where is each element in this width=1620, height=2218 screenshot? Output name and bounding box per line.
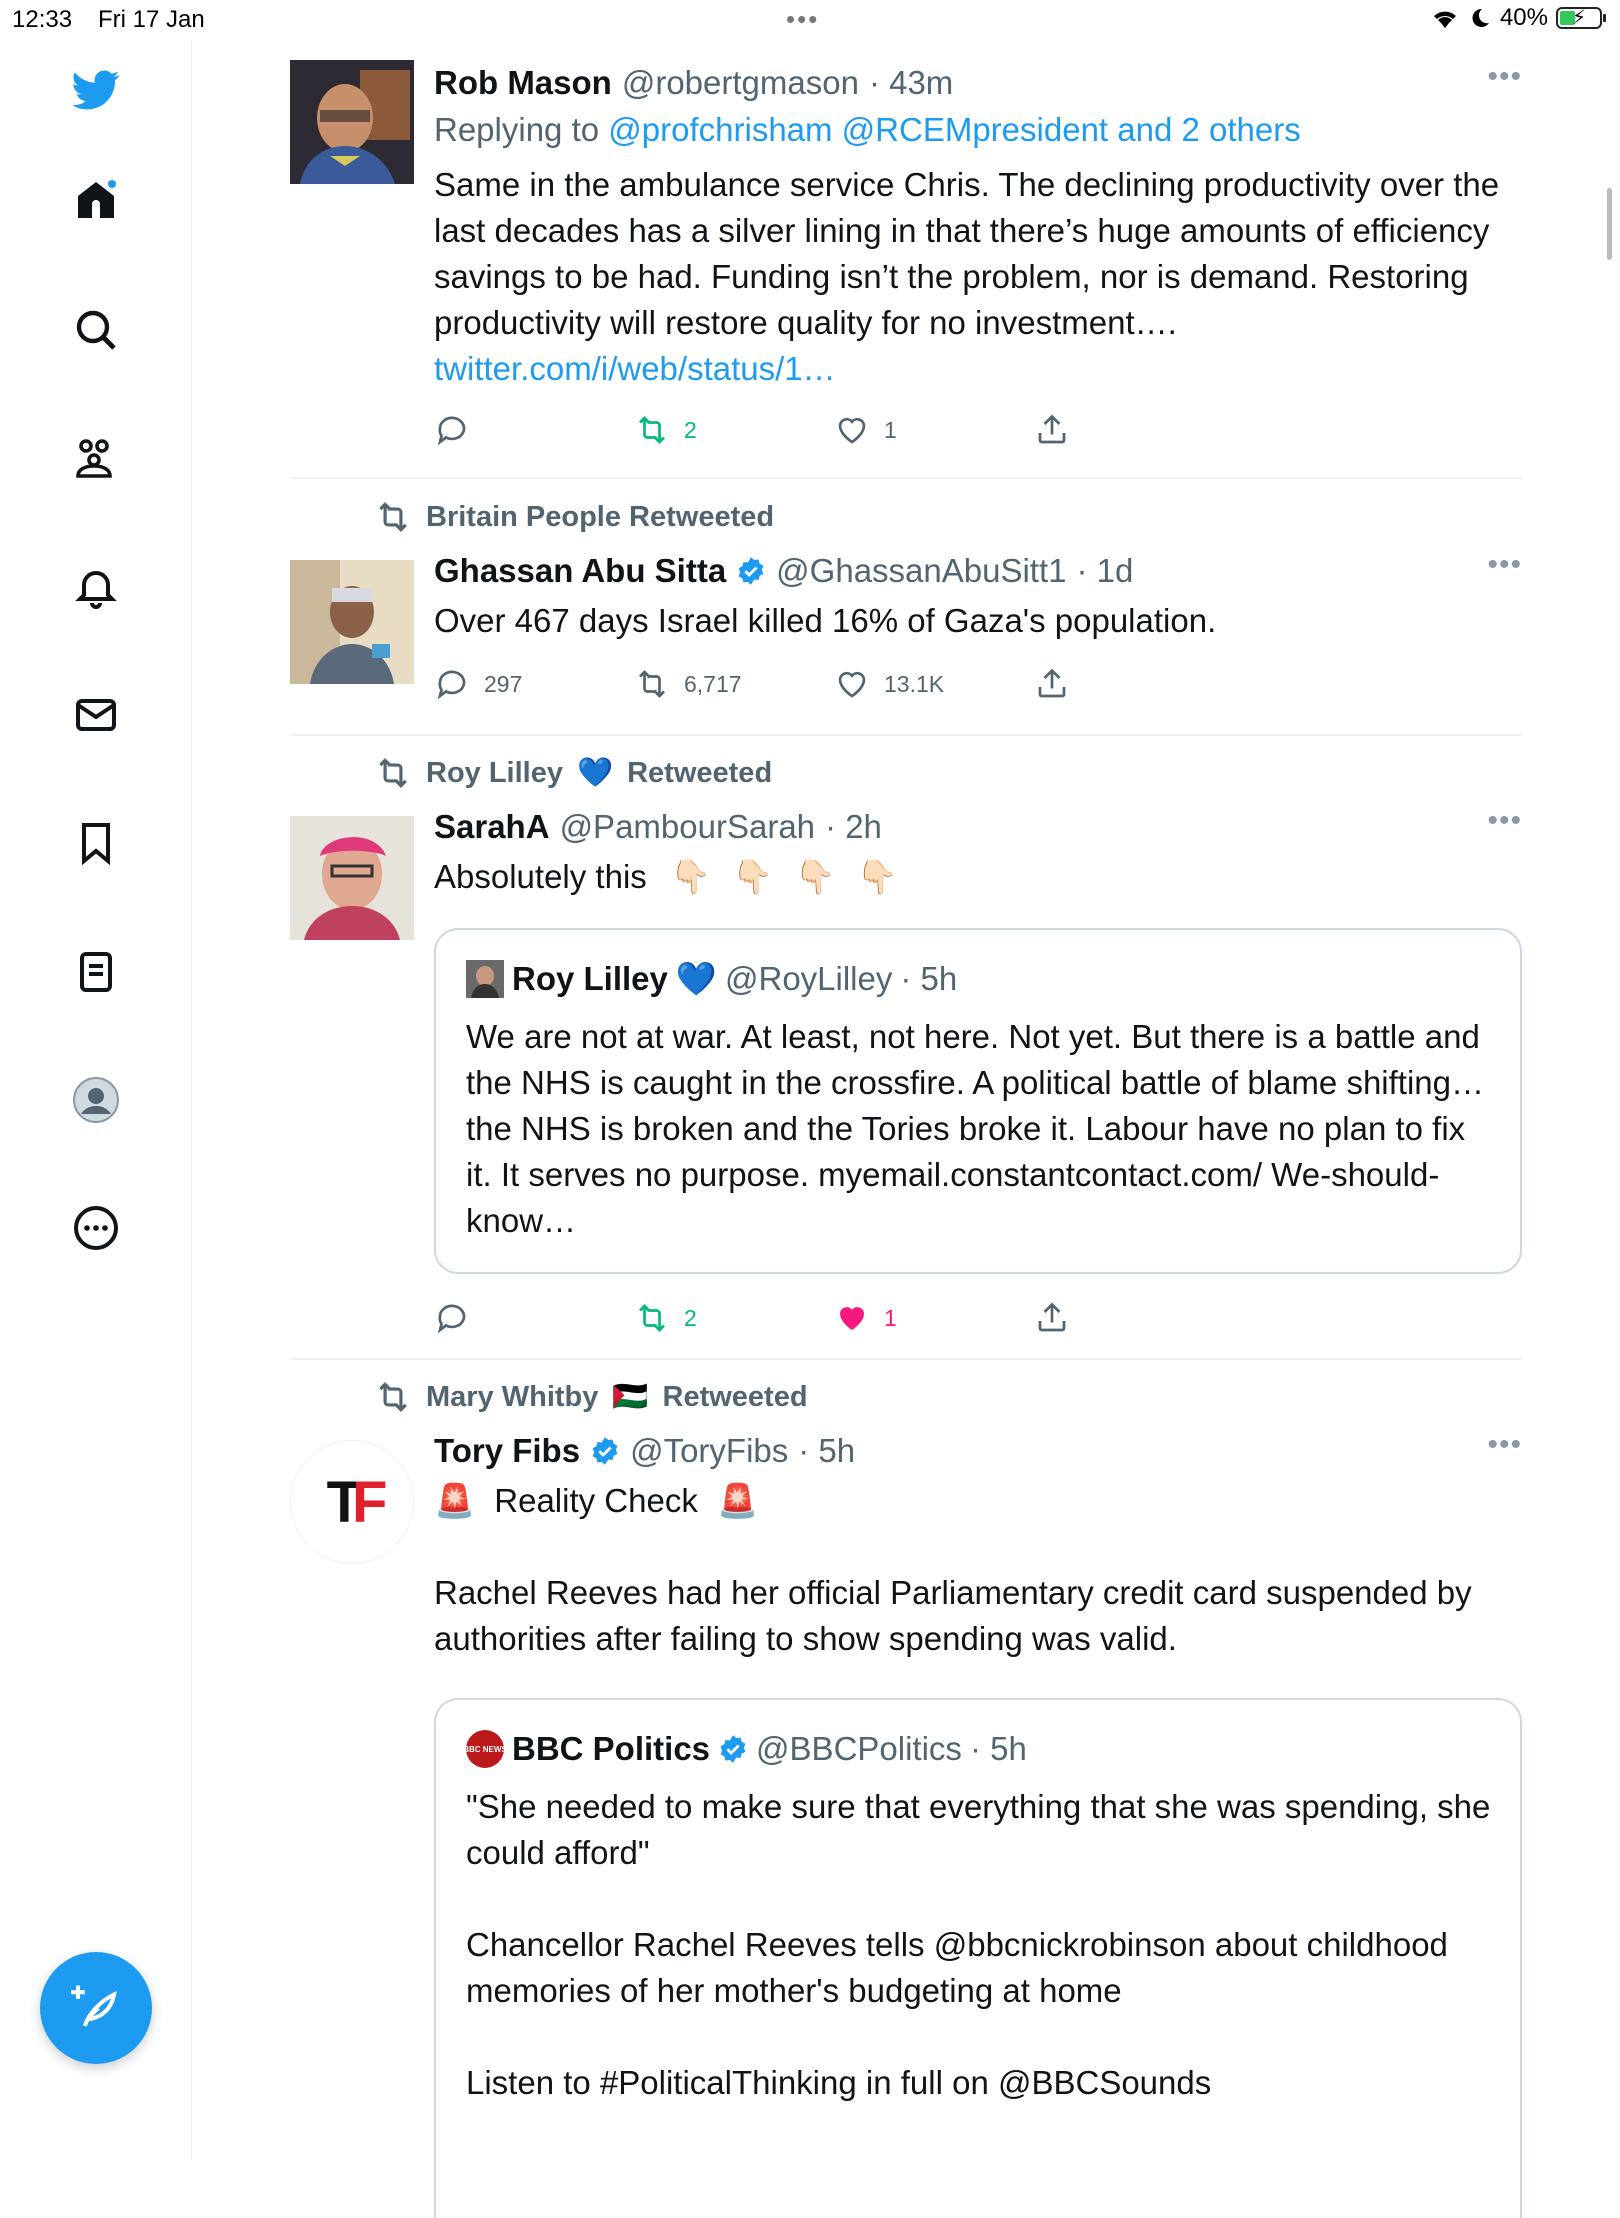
like-button[interactable] — [834, 666, 944, 702]
quote-paragraph: Listen to #PoliticalThinking in full on @BBCSounds — [466, 2064, 1212, 2101]
bookmark-icon[interactable] — [66, 813, 126, 873]
palestine-flag-emoji: 🇵🇸 — [612, 1381, 649, 1413]
status-right — [1430, 4, 1602, 32]
tweet-more-button[interactable]: ••• — [1487, 60, 1522, 93]
like-button[interactable] — [834, 1300, 897, 1336]
tweet-header — [434, 1428, 1522, 1474]
like-count: 13.1K — [884, 670, 945, 697]
like-count: 1 — [884, 416, 897, 443]
avatar[interactable] — [290, 60, 414, 184]
tweet-text: Same in the ambulance service Chris. The declining productivity over the last decades has a silver lining in that there’s huge amounts of efficiency savings to be had. Funding isn’t the problem, nor is demand. Restoring productivity will restore quality for no investment…. — [434, 166, 1500, 341]
quote-text — [466, 1784, 1496, 2106]
quote-author-name: Roy Lilley — [512, 960, 668, 997]
reply-icon — [434, 666, 470, 702]
author-name[interactable]: Tory Fibs — [434, 1432, 581, 1469]
reply-button[interactable] — [434, 1300, 470, 1336]
siren-emoji: 🚨 — [434, 1482, 476, 1519]
siren-emoji: 🚨 — [717, 1482, 759, 1519]
blue-heart-emoji: 💙 — [675, 960, 717, 997]
bell-icon[interactable] — [66, 557, 126, 617]
share-icon — [1034, 1300, 1070, 1336]
share-icon — [1034, 412, 1070, 448]
tweet-actions — [434, 412, 1114, 452]
retweet-icon — [634, 666, 670, 702]
retweet-button[interactable] — [634, 412, 697, 448]
compose-tweet-button[interactable] — [40, 1952, 152, 2064]
divider — [290, 477, 1522, 479]
divider — [290, 1358, 1522, 1360]
tweet[interactable] — [290, 1378, 1522, 2168]
divider — [290, 734, 1522, 736]
feather-plus-icon — [69, 1981, 123, 2035]
reply-icon — [434, 1300, 470, 1336]
tweet-text: Over 467 days Israel killed 16% of Gaza's population. — [434, 602, 1217, 639]
quote-time: · 5h — [900, 960, 958, 997]
quote-time: · 5h — [969, 1730, 1027, 1767]
verified-badge-icon — [590, 1436, 620, 1466]
replying-prefix: Replying to — [434, 111, 600, 148]
tweet-headline — [434, 1478, 1522, 1524]
author-name[interactable]: Ghassan Abu Sitta — [434, 552, 727, 589]
search-icon[interactable] — [66, 300, 126, 360]
tweet-body — [434, 162, 1522, 392]
author-name[interactable]: Rob Mason — [434, 64, 612, 101]
share-button[interactable] — [1034, 1300, 1070, 1336]
replying-to — [434, 106, 1522, 154]
quote-author-name: BBC Politics — [512, 1730, 711, 1767]
headline-text: Reality Check — [494, 1482, 698, 1519]
tweet-header — [434, 804, 1522, 850]
retweeted-suffix: Retweeted — [662, 1380, 808, 1413]
retweet-count: 2 — [684, 1304, 697, 1331]
author-handle[interactable]: @robertgmason — [621, 64, 859, 101]
quote-avatar — [466, 960, 504, 998]
like-button[interactable] — [834, 412, 897, 448]
like-count: 1 — [884, 1304, 897, 1331]
retweet-icon — [634, 412, 670, 448]
quote-header — [466, 956, 957, 1002]
tweet-time[interactable]: · 5h — [798, 1432, 856, 1469]
author-handle[interactable]: @ToryFibs — [630, 1432, 789, 1469]
tweet-actions — [434, 1300, 1114, 1340]
tweet-header — [434, 548, 1522, 594]
share-button[interactable] — [1034, 412, 1070, 448]
reply-button[interactable] — [434, 412, 470, 448]
battery-icon: ⚡ — [1556, 7, 1602, 29]
heart-icon — [834, 666, 870, 702]
status-time: 12:33 — [12, 6, 73, 33]
reply-button[interactable] — [434, 666, 522, 702]
retweet-button[interactable] — [634, 666, 742, 702]
more-circle-icon[interactable] — [66, 1198, 126, 1258]
tweet-actions — [434, 666, 1114, 706]
tweet[interactable] — [290, 60, 1522, 480]
retweet-count: 2 — [684, 416, 697, 443]
retweeted-by-line[interactable] — [374, 498, 774, 536]
quote-author-handle: @RoyLilley — [724, 960, 893, 997]
blue-heart-emoji: 💙 — [577, 757, 614, 789]
tf-logo: TF — [326, 1469, 378, 1535]
retweeted-suffix: Retweeted — [627, 756, 773, 789]
wifi-icon — [1430, 6, 1460, 30]
bbc-news-logo-text: BBC NEWS — [463, 1744, 507, 1754]
list-icon[interactable] — [66, 942, 126, 1002]
multitasking-dots[interactable]: ••• — [786, 4, 820, 34]
author-handle[interactable]: @GhassanAbuSitt1 — [776, 552, 1067, 589]
battery-percent: 40% — [1499, 4, 1548, 31]
pointing-down-emoji: 👇🏻 👇🏻 👇🏻 👇🏻 — [669, 858, 904, 895]
tweet-time[interactable]: · 1d — [1076, 552, 1134, 589]
retweet-icon — [634, 1300, 670, 1336]
avatar[interactable] — [290, 1440, 414, 1564]
tweet-more-button[interactable]: ••• — [1487, 548, 1522, 581]
verified-badge-icon — [736, 556, 766, 586]
tweet-link[interactable]: twitter.com/i/web/status/1… — [434, 350, 836, 387]
replying-to-users[interactable]: @profchrisham @RCEMpresident and 2 others — [608, 111, 1301, 148]
tweet-body — [434, 854, 1522, 900]
share-button[interactable] — [1034, 666, 1070, 702]
profile-avatar-icon[interactable] — [66, 1070, 126, 1130]
bbc-news-logo — [463, 1730, 507, 1768]
quote-paragraph: "She needed to make sure that everything that she was spending, she could afford" — [466, 1788, 1491, 1871]
communities-icon[interactable] — [66, 428, 126, 488]
heart-icon — [834, 412, 870, 448]
quote-text: We are not at war. At least, not here. Not yet. But there is a battle and the NHS is caught in the crossfire. A political battle of blame shifting… the NHS is broken and the Tories broke it. Labour have no plan to fix it. It serves no purpose. myemail.constantcontact.com/ We-should-know… — [466, 1018, 1485, 1239]
retweeted-by[interactable]: Britain People Retweeted — [426, 500, 775, 533]
author-handle[interactable]: @PambourSarah — [559, 808, 816, 845]
home-icon[interactable] — [66, 170, 126, 230]
tweet-more-button[interactable]: ••• — [1487, 804, 1522, 837]
tweet-time[interactable]: · 2h — [825, 808, 882, 845]
tweet[interactable] — [290, 498, 1522, 768]
reply-count: 297 — [484, 670, 523, 697]
retweet-icon — [374, 754, 412, 792]
quoted-tweet[interactable] — [434, 928, 1522, 1274]
quoted-tweet[interactable] — [434, 1698, 1522, 2218]
retweeted-by-line[interactable] — [374, 754, 772, 792]
tweet-time[interactable]: · 43m — [868, 64, 954, 101]
moon-icon — [1468, 6, 1492, 30]
retweeted-by[interactable]: Mary Whitby — [426, 1380, 599, 1413]
heart-filled-icon — [834, 1300, 870, 1336]
tweet-text: Rachel Reeves had her official Parliamentary credit card suspended by authorities after failing to show spending was valid. — [434, 1574, 1472, 1657]
share-icon — [1034, 666, 1070, 702]
tweet-more-button[interactable]: ••• — [1487, 1428, 1522, 1461]
scrollbar-thumb[interactable] — [1607, 188, 1612, 260]
envelope-icon[interactable] — [66, 685, 126, 745]
verified-badge-icon — [718, 1734, 748, 1764]
tweet[interactable] — [290, 754, 1522, 1394]
status-date: Fri 17 Jan — [98, 6, 205, 33]
retweet-count: 6,717 — [684, 670, 742, 697]
status-bar — [0, 0, 1620, 40]
quote-author-handle: @BBCPolitics — [756, 1730, 962, 1767]
avatar[interactable] — [290, 816, 414, 940]
author-name[interactable]: SarahA — [434, 808, 550, 845]
avatar[interactable] — [290, 560, 414, 684]
retweeted-by[interactable]: Roy Lilley — [426, 756, 563, 789]
tweet-header — [434, 60, 1522, 106]
retweet-icon — [374, 1378, 412, 1416]
sidebar — [0, 40, 192, 2160]
tweet-text: Absolutely this — [434, 858, 647, 895]
quote-paragraph: Chancellor Rachel Reeves tells @bbcnickrobinson about childhood memories of her mother's budgeting at home — [466, 1926, 1448, 2009]
reply-icon — [434, 412, 470, 448]
retweet-icon — [374, 498, 412, 536]
quote-header — [463, 1726, 1027, 1772]
retweeted-by-line[interactable] — [374, 1378, 808, 1416]
retweet-button[interactable] — [634, 1300, 697, 1336]
twitter-logo-icon[interactable] — [66, 60, 126, 120]
